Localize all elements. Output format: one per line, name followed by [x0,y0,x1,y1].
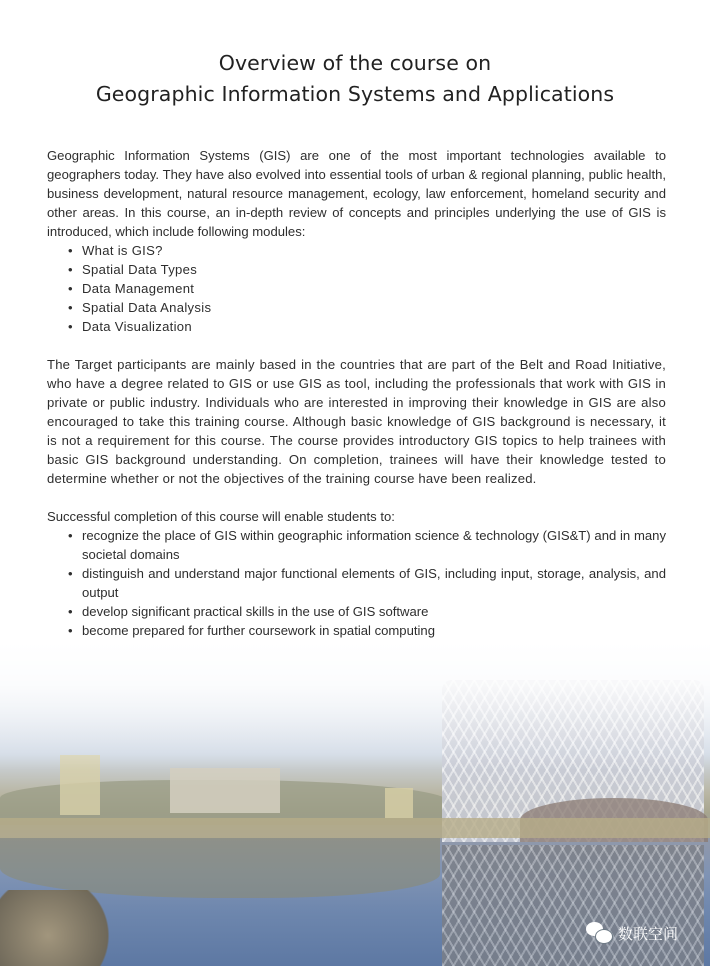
modules-list [47,241,666,336]
outcome-item: • recognize the place of GIS within geographic information science & technology (GIS&T) and in many societal domains [68,528,666,562]
tree-reflection [0,838,440,898]
building-small [385,788,413,818]
bullet-icon: • [68,566,73,581]
lake-shore [0,818,710,838]
participants-paragraph: The Target participants are mainly based in the countries that are part of the Belt and Road Initiative, who have a degree related to GIS or use GIS as tool, including the professionals that work with GIS in private or public industry. Individuals who are interested in improving their knowledge in GIS are also encouraged to take this training course. Although basic knowledge of GIS background is necessary, it is not a requirement for this course. The course provides introductory GIS topics to help trainees with basic GIS background understanding. On completion, trainees will have their knowledge tested to determine whether or not the objectives of the training course have been realized. [47,357,666,486]
module-item: • Spatial Data Types [68,262,198,277]
module-item: • Data Visualization [68,319,192,334]
intro-paragraph: Geographic Information Systems (GIS) are one of the most important technologies available to geographers today. They have also evolved into essential tools of urban & regional planning, public health, business development, natural resource management, ecology, law enforcement, homeland security and other areas. In this course, an in-depth review of concepts and principles underlying the use of GIS is introduced, which include following modules: [47,148,666,239]
outcome-item: • develop significant practical skills in the use of GIS software [68,604,429,619]
outcome-item: • distinguish and understand major functional elements of GIS, including input, storage, analysis, and output [68,566,666,600]
bullet-icon: • [68,281,73,296]
foreground-bush [0,890,120,966]
module-item: • What is GIS? [68,243,163,258]
building-middle [170,768,280,813]
outcomes-intro: Successful completion of this course will enable students to: [47,509,395,524]
campus-lake-photo [0,640,710,966]
outcomes-list [47,526,666,640]
course-overview-body [47,146,666,640]
bullet-icon: • [68,604,73,619]
watermark-text: 数联空间 [618,924,679,943]
module-item: • Spatial Data Analysis [68,300,212,315]
title-line-2: Geographic Information Systems and Applications [95,82,615,106]
module-item: • Data Management [68,281,195,296]
bullet-icon: • [68,262,73,277]
building-reflection [442,845,704,966]
bullet-icon: • [68,528,73,543]
page-title [0,48,710,110]
title-line-1: Overview of the course on [218,51,492,75]
bullet-icon: • [68,623,73,638]
bullet-icon: • [68,319,73,334]
outcome-item: • become prepared for further coursework in spatial computing [68,623,435,638]
bullet-icon: • [68,243,73,258]
top-fade-overlay [0,640,710,770]
wechat-icon [586,922,612,944]
bullet-icon: • [68,300,73,315]
wechat-watermark [586,922,678,944]
